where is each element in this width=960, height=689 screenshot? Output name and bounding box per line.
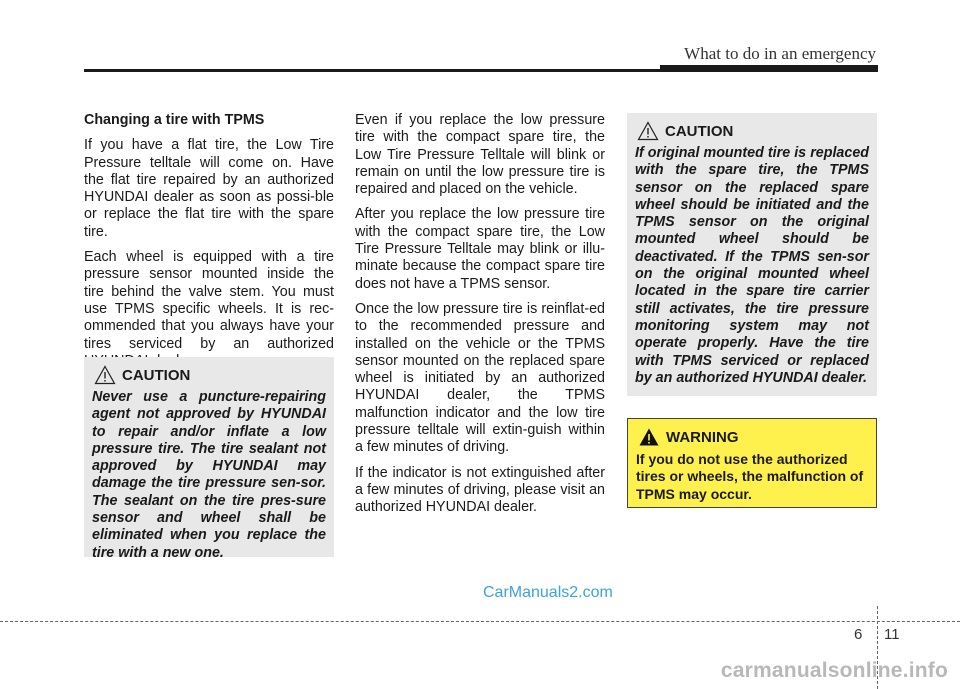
page-number: 11 — [884, 626, 900, 643]
chapter-number: 6 — [854, 626, 863, 643]
header-rule-accent — [660, 65, 878, 70]
caution-title: CAUTION — [665, 122, 734, 140]
caution-heading — [637, 121, 869, 141]
caution-text: Never use a puncture-repairing agent not approved by HYUNDAI to repair and/or inflate a low pressure tire. The tire sealant not approved by HYUNDAI may damage the tire pressure sen-sor. The sealant on the tire pres-sure sensor and wheel shall be eliminated when you replace the tire with a new one. — [92, 389, 326, 561]
caution-box-puncture — [84, 357, 334, 561]
caution-box-spare-tire — [627, 113, 877, 396]
caution-title: CAUTION — [122, 366, 191, 384]
warning-box — [627, 418, 877, 508]
paragraph: Once the low pressure tire is reinflat-ed to the recommended pressure and installed on the vehicle or the TPMS sensor mounted on the replaced spare wheel is initiated by an authorized HYUNDAI dealer, the TPMS malfunction indicator and the low tire pressure telltale will extin-guish within a few minutes of driving. — [355, 300, 605, 456]
paragraph: If you have a flat tire, the Low Tire Pressure telltale will come on. Have the flat tire repaired by an authorized HYUNDAI dealer as soon as possi-ble or replace the flat tire with the spare tire. — [84, 137, 334, 240]
section-heading: Changing a tire with TPMS — [84, 112, 265, 128]
warning-triangle-icon — [638, 427, 660, 447]
caution-triangle-icon — [637, 121, 659, 141]
page-header-title: What to do in an emergency — [684, 44, 876, 63]
caution-text: If original mounted tire is replaced with the spare tire, the TPMS sensor on the replaced spare wheel should be initiated and the TPMS sensor on the original mounted wheel should be deactivated. If the TPMS sen-sor on the original mounted wheel located in the spare tire carrier still activates, the tire pressure monitoring system may not operate properly. Have the tire with TPMS serviced or replaced by an authorized HYUNDAI dealer. — [635, 145, 869, 386]
site-watermark: carmanualsonline.info — [720, 659, 948, 682]
carmanuals-watermark: CarManuals2.com — [483, 584, 613, 601]
caution-heading — [94, 365, 326, 385]
paragraph: If the indicator is not extinguished after a few minutes of driving, please visit an authorized HYUNDAI dealer. — [355, 464, 605, 516]
warning-title: WARNING — [666, 428, 739, 446]
footer-rule — [0, 621, 960, 622]
paragraph: After you replace the low pressure tire with the compact spare tire, the Low Tire Pressure Telltale may blink or illu-minate because the compact spare tire does not have a TPMS sensor. — [355, 206, 605, 292]
middle-column — [355, 112, 605, 525]
left-column — [84, 112, 334, 378]
warning-heading — [638, 427, 868, 447]
paragraph: Each wheel is equipped with a tire pressure sensor mounted inside the tire behind the valve stem. You must use TPMS specific wheels. It is rec-ommended that you always have your tires serviced by an authorized — [84, 249, 334, 352]
caution-triangle-icon — [94, 365, 116, 385]
warning-text: If you do not use the authorized tires or wheels, the malfunction of TPMS may occur. — [636, 451, 864, 502]
paragraph: Even if you replace the low pressure tire with the compact spare tire, the Low Tire Pressure Telltale will blink or remain on until the low pressure tire is repaired and placed on the vehicle. — [355, 112, 605, 198]
